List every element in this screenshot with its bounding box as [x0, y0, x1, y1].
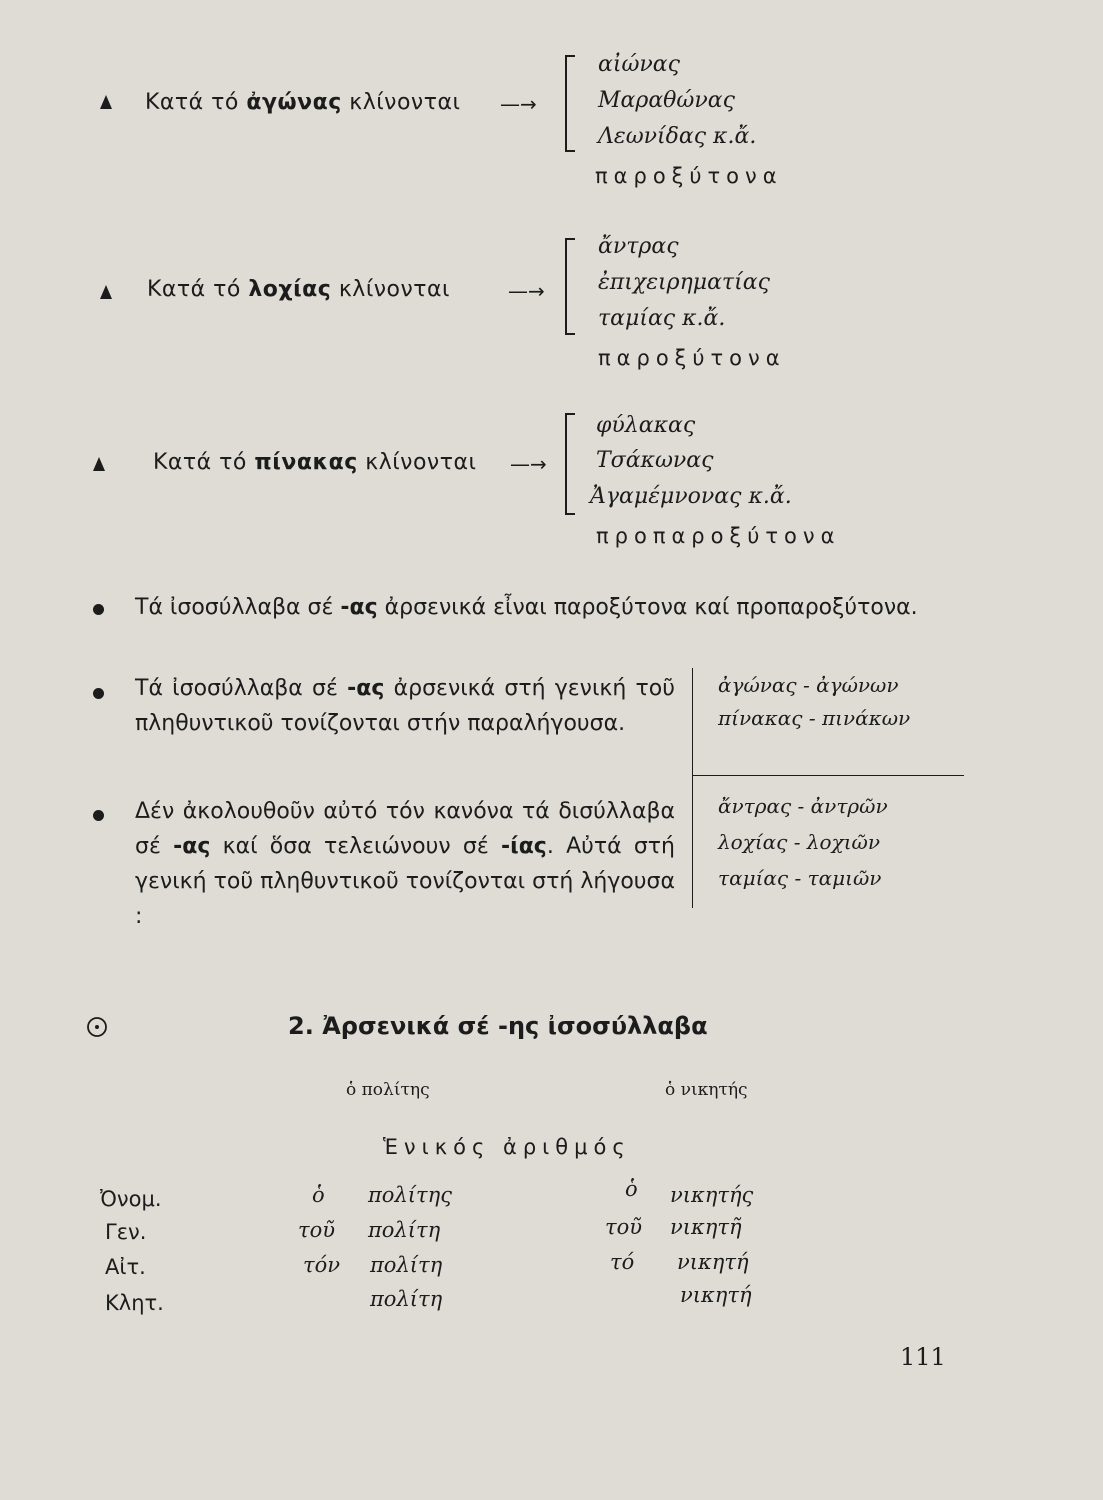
section-circle-icon [86, 1016, 108, 1038]
noun-form: πολίτη [370, 1253, 443, 1277]
triangle-bullet-icon [100, 95, 112, 109]
noun-heading-2: ὁ νικητής [665, 1080, 748, 1100]
case-label: Κλητ. [105, 1291, 164, 1315]
table-cell: ταμίας - ταμιῶν [718, 866, 882, 890]
rule-3-text: Κατά τό πίνακας κλίνονται [153, 450, 477, 475]
article: τό [610, 1250, 635, 1274]
article: τοῦ [298, 1218, 336, 1242]
article: τοῦ [605, 1215, 643, 1239]
table-cell: λοχίας - λοχιῶν [718, 830, 881, 854]
noun-form: πολίτης [368, 1183, 452, 1207]
case-label: Ὀνομ. [100, 1187, 162, 1211]
noun-form: νικητής [670, 1183, 754, 1207]
noun-form: πολίτη [370, 1287, 443, 1311]
stress-type: προπαροξύτονα [596, 524, 841, 548]
bracket [565, 238, 575, 335]
section-title: 2. Ἀρσενικά σέ -ης ἰσοσύλλαβα [288, 1012, 708, 1040]
bullet-dot-icon [93, 604, 104, 615]
example-word: αἰώνας [598, 52, 680, 77]
article: ὁ [625, 1177, 638, 1201]
arrow-icon: —→ [508, 279, 545, 303]
bullet-dot-icon [93, 688, 104, 699]
table-cell: πίνακας - πινάκων [718, 706, 911, 730]
triangle-bullet-icon [93, 457, 105, 471]
article: τόν [303, 1253, 341, 1277]
number-label: Ἑνικός ἀριθμός [383, 1135, 631, 1159]
bracket [565, 413, 575, 515]
note-1: Τά ἰσοσύλλαβα σέ -ας ἀρσενικά εἶναι παροξύτονα καί προπαροξύτονα. [135, 595, 918, 620]
example-word: ἐπιχειρηματίας [598, 270, 770, 295]
noun-form: νικητή [680, 1283, 752, 1307]
case-label: Αἰτ. [105, 1255, 146, 1279]
arrow-icon: —→ [500, 92, 537, 116]
stress-type: παροξύτονα [595, 164, 783, 188]
noun-form: νικητή [677, 1250, 749, 1274]
note-3: Δέν ἀκολουθοῦν αὐτό τόν κανόνα τά δισύλλαβα σέ -ας καί ὅσα τελειώνουν σέ -ίας. Αὐτά στή γενική τοῦ πληθυντικοῦ τονίζονται στή λήγουσα : [135, 799, 675, 929]
example-word: ταμίας κ.ἄ. [598, 306, 726, 331]
example-word: ἄντρας [598, 234, 679, 259]
example-word: φύλακας [596, 413, 696, 438]
article: ὁ [312, 1183, 325, 1207]
table-horizontal-rule [692, 775, 964, 776]
table-cell: ἀγώνας - ἀγώνων [718, 673, 899, 697]
noun-heading-1: ὁ πολίτης [346, 1080, 430, 1100]
example-word: Τσάκωνας [596, 448, 714, 473]
note-2: Τά ἰσοσύλλαβα σέ -ας ἀρσενικά στή γενική τοῦ πληθυντικοῦ τονίζονται στήν παραλήγουσα. [135, 676, 675, 736]
page-number: 111 [900, 1343, 946, 1371]
bracket [565, 55, 575, 152]
table-cell: ἄντρας - ἀντρῶν [718, 794, 888, 818]
noun-form: πολίτη [368, 1218, 441, 1242]
example-word: Λεωνίδας κ.ἄ. [598, 124, 757, 149]
stress-type: παροξύτονα [598, 346, 786, 370]
triangle-bullet-icon [100, 285, 112, 299]
rule-2-text: Κατά τό λοχίας κλίνονται [147, 277, 450, 302]
case-label: Γεν. [105, 1220, 147, 1244]
example-word: Ἀγαμέμνονας κ.ἄ. [590, 484, 792, 509]
rule-1-text: Κατά τό ἀγώνας κλίνονται [145, 90, 461, 115]
table-vertical-rule [692, 668, 693, 908]
arrow-icon: —→ [510, 452, 547, 476]
example-word: Μαραθώνας [598, 88, 735, 113]
noun-form: νικητῆ [670, 1215, 742, 1239]
bullet-dot-icon [93, 810, 104, 821]
